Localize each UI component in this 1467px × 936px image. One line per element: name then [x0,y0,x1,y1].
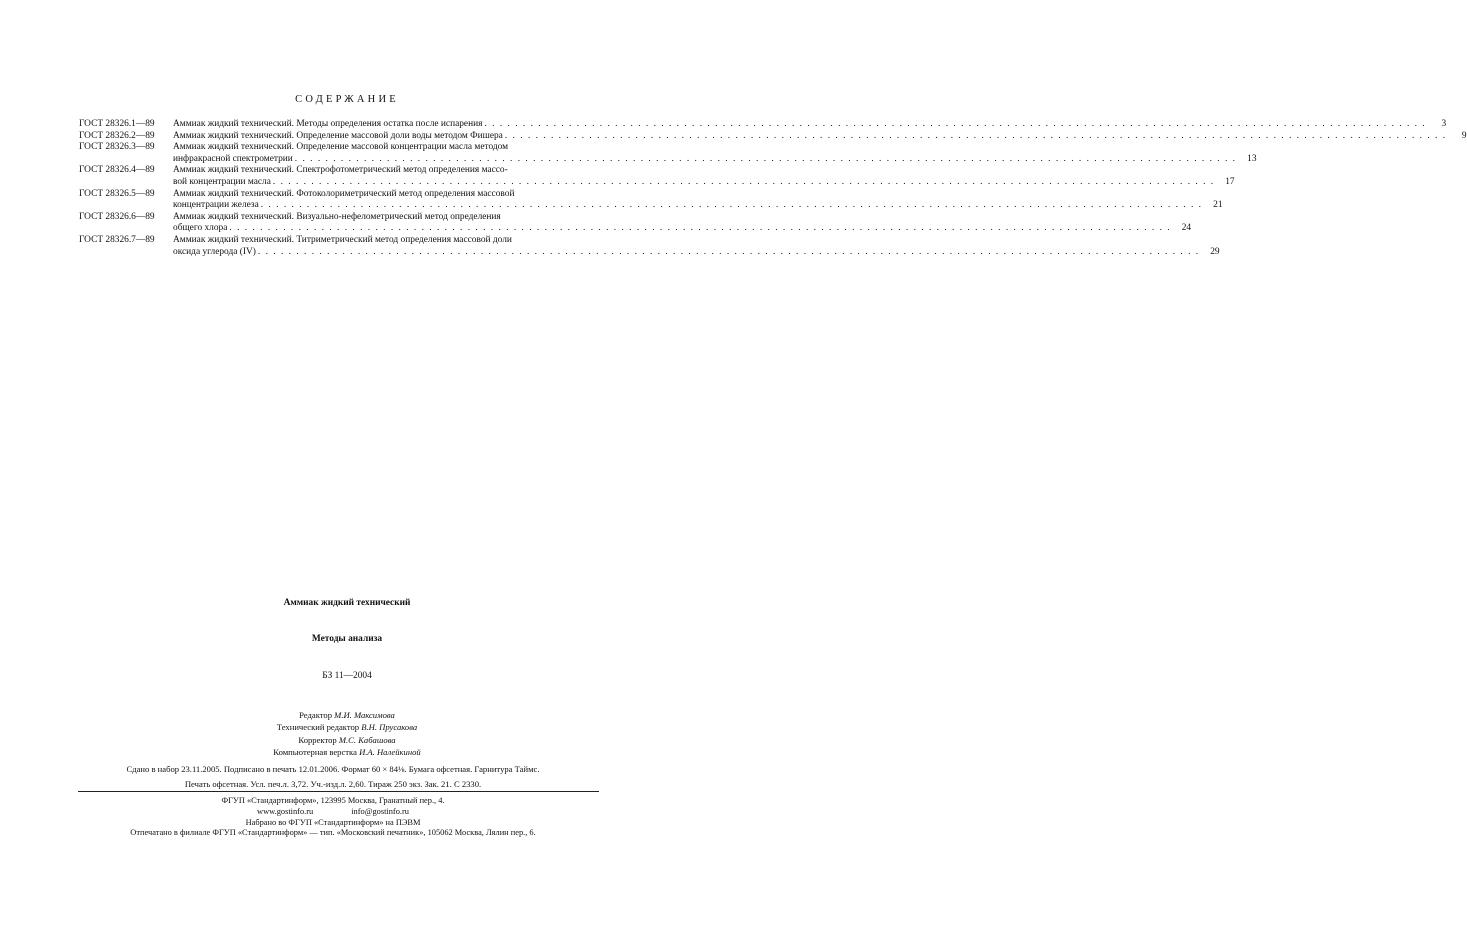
credit-layout [0,746,694,758]
toc-entry[interactable] [79,188,1223,212]
toc-entry-page: 24 [1181,223,1192,234]
toc-entry-title: Аммиак жидкий технический. Спектрофотометрический метод определения массо- [173,165,508,176]
imprint-line-1: Сдано в набор 23.11.2005. Подписано в печать 12.01.2006. Формат 60 × 84⅛. Бумага офсетная. Гарнитура Таймс. [126,764,540,774]
toc-entry-code: ГОСТ 28326.4—89 [79,165,155,176]
toc-entry-page: 21 [1213,200,1223,211]
toc-entry-title-cont: инфракрасной спектрометрии [173,153,293,164]
toc-leader-dots [258,247,1200,259]
credit-editor [0,709,694,721]
imprint-line-2: Печать офсетная. Усл. печ.л. 3,72. Уч.-изд.л. 2,60. Тираж 250 экз. Зак. 21. С 2330. [184,778,482,789]
imprint-block [0,762,666,791]
toc-leader-dots [261,200,1203,212]
toc-entry-title: Аммиак жидкий технический. Визуально-нефелометрический метод определения [173,211,501,222]
toc-entry-title: Аммиак жидкий технический. Методы определения остатка после испарения [173,119,483,129]
table-of-contents [79,119,1467,258]
toc-entry-title-cont: оксида углерода (IV) [173,246,256,257]
publisher-contacts [0,807,666,818]
toc-entry[interactable] [79,234,1220,258]
toc-leader-dots [505,131,1447,143]
toc-leader-dots [273,177,1215,189]
publisher-address: ФГУП «Стандартинформ», 123995 Москва, Гранатный пер., 4. [221,796,445,805]
toc-entry-page: 17 [1225,176,1235,187]
toc-entry[interactable] [79,142,1257,165]
toc-entry[interactable] [79,130,1467,143]
credit-name: М.И. Максимова [334,710,395,720]
credit-tech-editor [0,721,694,733]
toc-entry-title: Аммиак жидкий технический. Определение массовой доли воды методом Фишера [173,130,503,141]
toc-entry-code: ГОСТ 28326.6—89 [79,211,155,222]
credit-role: Компьютерная верстка [273,746,357,757]
toc-entry-page: 13 [1247,153,1257,164]
printed-line: Отпечатано в филиале ФГУП «Стандартинформ» — тип. «Московский печатник», 105062 Москва, Лялин пер., 6. [130,828,536,838]
toc-leader-dots [229,223,1171,235]
toc-title: СОДЕРЖАНИЕ [295,94,399,105]
toc-entry-title-cont: вой концентрации масла [173,176,271,187]
toc-leader-dots [484,119,1426,131]
toc-entry-title: Аммиак жидкий технический. Титриметрический метод определения массовой доли [173,234,512,245]
toc-entry-page: 29 [1210,246,1220,257]
credit-role: Редактор [299,710,332,720]
credits-block [0,709,694,758]
credit-proofreader [0,734,694,746]
website-link[interactable]: www.gostinfo.ru [257,806,314,816]
toc-entry-title-cont: концентрации железа [173,200,259,211]
credit-name: М.С. Кабашова [338,734,396,745]
toc-entry-code: ГОСТ 28326.1—89 [79,119,155,129]
toc-leader-dots [295,154,1237,166]
toc-entry[interactable] [79,211,1192,235]
credit-name: В.Н. Прусакова [361,722,418,733]
toc-entry-title: Аммиак жидкий технический. Определение массовой концентрации масла методом [173,142,509,153]
colophon-bz: БЗ 11—2004 [322,671,372,681]
colophon-subtitle: Методы анализа [311,634,383,644]
credit-role: Корректор [298,734,337,745]
credit-role: Технический редактор [276,722,360,733]
divider-rule [78,791,599,792]
toc-entry-page: 9 [1461,130,1467,141]
toc-entry-title: Аммиак жидкий технический. Фотоколориметрический метод определения массовой [173,188,515,199]
toc-entry-code: ГОСТ 28326.5—89 [79,188,155,199]
toc-entry-title-cont: общего хлора [173,223,228,234]
toc-entry[interactable] [79,119,1447,131]
toc-entry-page: 3 [1441,119,1447,129]
toc-entry-code: ГОСТ 28326.2—89 [79,130,155,141]
toc-entry-code: ГОСТ 28326.3—89 [79,142,155,153]
email-link[interactable]: info@gostinfo.ru [351,806,409,816]
typeset-line: Набрано во ФГУП «Стандартинформ» на ПЭВМ [245,817,421,827]
toc-entry-code: ГОСТ 28326.7—89 [79,234,155,245]
colophon-title: Аммиак жидкий технический [283,598,411,608]
credit-name: И.А. Налейкиной [359,746,421,757]
publisher-block [0,796,666,839]
toc-entry[interactable] [79,165,1235,188]
